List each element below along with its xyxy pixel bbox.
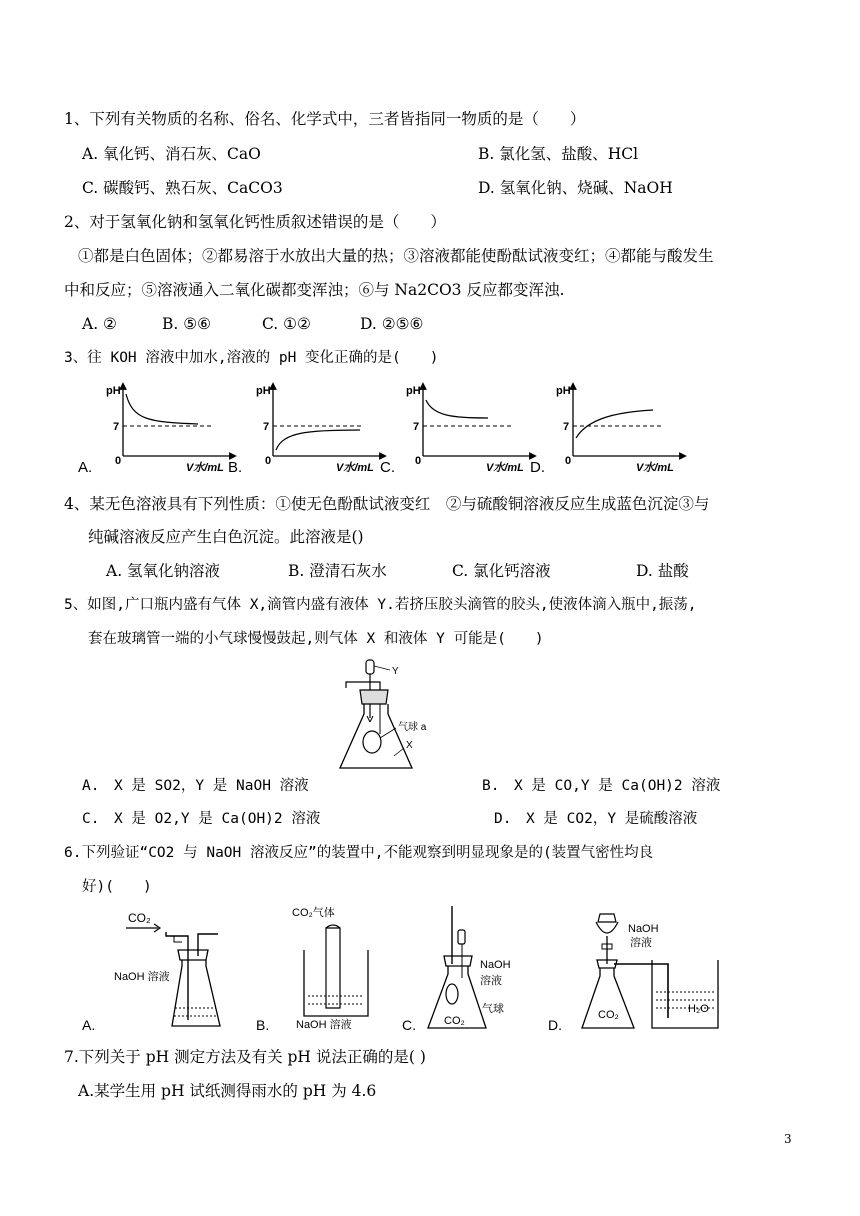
q5-option-c: C. X 是 O2,Y 是 Ca(OH)2 溶液	[82, 811, 321, 827]
q4-option-c: C. 氯化钙溶液	[452, 562, 551, 580]
q4-option-d: D. 盐酸	[636, 562, 689, 580]
q4-option-a: A. 氢氧化钠溶液	[106, 562, 221, 580]
graph-a-option: A.	[78, 459, 93, 476]
q1-option-c: C. 碳酸钙、熟石灰、CaCO3	[82, 179, 283, 197]
apparatus-d-co2: CO₂	[598, 1009, 619, 1021]
apparatus-d-solution: 溶液	[630, 937, 652, 949]
apparatus-b-naoh: NaOH 溶液	[296, 1019, 352, 1031]
fig5-label-x: X	[406, 740, 413, 751]
graph-a-ylabel: pH	[106, 385, 121, 397]
apparatus-d-h2o: H₂O	[688, 1003, 709, 1015]
graph-a-xlabel: V水/mL	[186, 462, 224, 474]
q4-stem-line2: 纯碱溶液反应产生白色沉淀。此溶液是()	[88, 528, 364, 546]
apparatus-a	[82, 911, 220, 1033]
q1-option-a: A. 氧化钙、消石灰、CaO	[82, 145, 261, 163]
q6-stem: 6.下列验证“CO2 与 NaOH 溶液反应”的装置中,不能观察到明显现象是的(装置气密性均良	[64, 845, 654, 861]
q5-stem: 5、如图,广口瓶内盛有气体 X,滴管内盛有液体 Y.若挤压胶头滴管的胶头,使液体滴入瓶中,振荡,	[64, 597, 697, 613]
q2-option-a: A. ②	[82, 315, 117, 333]
apparatus-c-naoh: NaOH	[480, 959, 511, 971]
q7-stem: 7.下列关于 pH 测定方法及有关 pH 说法正确的是( )	[64, 1048, 426, 1066]
graph-b-xlabel: V水/mL	[336, 462, 374, 474]
q3-stem: 3、往 KOH 溶液中加水,溶液的 pH 变化正确的是( )	[64, 350, 439, 366]
graph-b	[228, 385, 383, 476]
q7-option-a: A.某学生用 pH 试纸测得雨水的 pH 为 4.6	[78, 1082, 377, 1100]
apparatus-d-naoh: NaOH	[628, 923, 659, 935]
graph-c-tick7: 7	[413, 421, 420, 433]
q6-stem-line2: 好)( )	[82, 879, 152, 895]
page-number: 3	[784, 1132, 792, 1146]
apparatus-c-co2: CO₂	[444, 1015, 465, 1027]
q1-option-d: D. 氢氧化钠、烧碱、NaOH	[478, 179, 673, 197]
apparatus-c	[402, 906, 511, 1033]
q2-option-d: D. ②⑤⑥	[360, 315, 424, 333]
q1-stem: 1、下列有关物质的名称、俗名、化学式中，三者皆指同一物质的是（ ）	[64, 110, 586, 128]
graph-d-origin: 0	[565, 455, 572, 467]
graph-d-tick7: 7	[563, 421, 570, 433]
graph-b-tick7: 7	[263, 421, 270, 433]
apparatus-c-solution: 溶液	[480, 975, 502, 987]
q2-stem: 2、对于氢氧化钠和氢氧化钙性质叙述错误的是（ ）	[64, 213, 446, 231]
graph-a	[78, 385, 233, 476]
fig5-label-balloon: 气球 a	[398, 722, 427, 733]
q2-option-b: B. ⑤⑥	[162, 315, 212, 333]
q4-stem: 4、某无色溶液具有下列性质：①使无色酚酞试液变红 ②与硫酸铜溶液反应生成蓝色沉淀③与	[64, 495, 710, 513]
apparatus-a-naoh: NaOH 溶液	[114, 971, 170, 983]
q1-option-b: B. 氯化氢、盐酸、HCl	[478, 145, 639, 163]
q2-statements-line2: 中和反应；⑤溶液通入二氧化碳都变浑浊；⑥与 Na2CO3 反应都变浑浊.	[64, 281, 565, 299]
apparatus-d-option: D.	[548, 1017, 562, 1033]
q5-stem-line2: 套在玻璃管一端的小气球慢慢鼓起,则气体 X 和液体 Y 可能是( )	[88, 631, 544, 647]
graph-c-xlabel: V水/mL	[486, 462, 524, 474]
graph-d-ylabel: pH	[556, 385, 571, 397]
q6-apparatus-figures	[78, 900, 728, 1035]
graph-a-origin: 0	[115, 455, 122, 467]
graph-c	[380, 385, 533, 476]
graph-a-tick7: 7	[113, 421, 120, 433]
apparatus-b	[256, 905, 368, 1033]
apparatus-b-co2: CO₂气体	[292, 907, 335, 919]
apparatus-a-co2: CO₂	[128, 911, 151, 925]
graph-c-ylabel: pH	[406, 385, 421, 397]
graph-d-xlabel: V水/mL	[636, 462, 674, 474]
fig5-label-y: Y	[392, 666, 399, 677]
graph-b-origin: 0	[265, 455, 272, 467]
q4-option-b: B. 澄清石灰水	[288, 562, 387, 580]
apparatus-d	[548, 914, 718, 1033]
apparatus-a-option: A.	[82, 1017, 96, 1033]
q5-option-d: D. X 是 CO2，Y 是硫酸溶液	[494, 811, 698, 827]
q5-flask-figure	[332, 656, 482, 774]
q5-option-b: B. X 是 CO,Y 是 Ca(OH)2 溶液	[482, 778, 721, 794]
graph-d-option: D.	[530, 459, 545, 476]
apparatus-b-option: B.	[256, 1017, 270, 1033]
q5-option-a: A. X 是 SO2，Y 是 NaOH 溶液	[82, 778, 309, 794]
q2-option-c: C. ①②	[262, 315, 311, 333]
graph-b-option: B.	[228, 459, 243, 476]
apparatus-c-balloon: 气球	[482, 1003, 504, 1015]
apparatus-c-option: C.	[402, 1017, 416, 1033]
q2-statements-line1: ①都是白色固体；②都易溶于水放出大量的热；③溶液都能使酚酞试液变红；④都能与酸发生	[78, 247, 714, 265]
graph-d	[530, 385, 683, 476]
graph-b-ylabel: pH	[256, 385, 271, 397]
graph-c-option: C.	[380, 459, 395, 476]
q3-graphs	[78, 380, 698, 480]
graph-c-origin: 0	[415, 455, 422, 467]
